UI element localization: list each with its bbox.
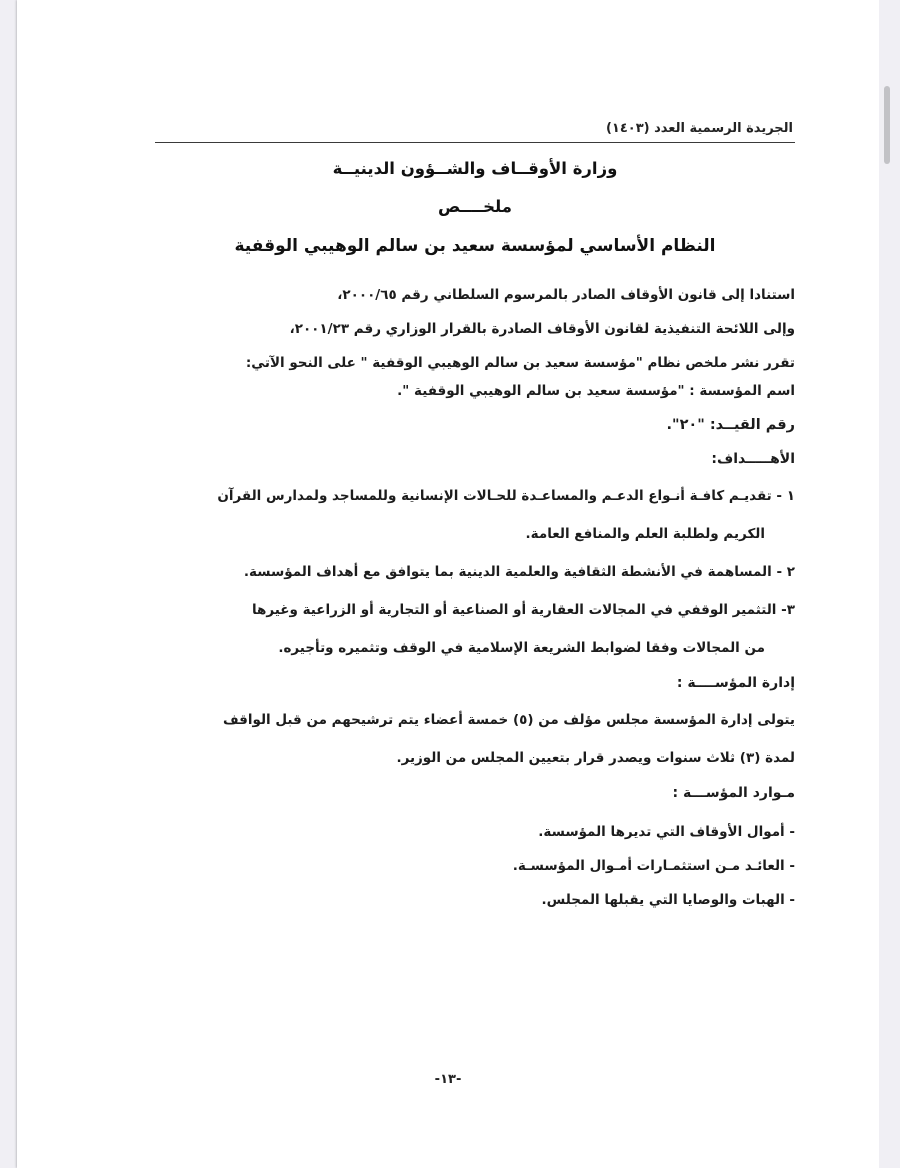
management-heading: إدارة المؤســــة : <box>676 675 795 691</box>
header-divider <box>155 142 795 143</box>
summary-title: ملخــــص <box>438 197 512 216</box>
document-body <box>155 281 795 917</box>
scrollbar-thumb[interactable] <box>884 86 890 164</box>
objective-item: ٢ - المساهمة في الأنشطة الثقافية والعلمية الدينية بما يتوافق مع أهداف المؤسسة. <box>243 564 795 580</box>
resources-heading: مـوارد المؤســـة : <box>672 785 795 801</box>
ministry-title: وزارة الأوقــاف والشــؤون الدينيــة <box>332 159 618 178</box>
document-content <box>155 116 795 917</box>
management-text: يتولى إدارة المؤسسة مجلس مؤلف من (٥) خمسة أعضاء يتم ترشيحهم من قبل الواقف <box>222 712 795 728</box>
scrollbar[interactable] <box>879 0 900 1168</box>
resource-item: - أموال الأوقاف التي تديرها المؤسسة. <box>538 824 795 840</box>
page-number: -١٣- <box>434 1072 462 1087</box>
resource-item: - الهبات والوصايا التي يقبلها المجلس. <box>541 892 795 908</box>
preamble-line: تقرر نشر ملخص نظام "مؤسسة سعيد بن سالم الوهيبي الوقفية " على النحو الآتي: <box>245 355 795 371</box>
objectives-list <box>155 479 795 669</box>
preamble-line: وإلى اللائحة التنفيذية لقانون الأوقاف الصادرة بالقرار الوزاري رقم ٢٠٠١/٢٣، <box>289 321 795 337</box>
objective-item-continued: الكريم ولطلبة العلم والمنافع العامة. <box>525 526 765 542</box>
registration-number: رقم القيــد: "٢٠". <box>666 417 795 433</box>
preamble-line: استنادا إلى قانون الأوقاف الصادر بالمرسوم السلطاني رقم ٢٠٠٠/٦٥، <box>337 287 795 303</box>
objective-item: ١ - تقديـم كافـة أنـواع الدعـم والمساعـدة للحـالات الإنسانية وللمساجد ولمدارس القرآن <box>217 488 795 504</box>
objectives-heading: الأهـــــداف: <box>711 451 795 467</box>
document-page <box>17 0 879 1168</box>
institution-name: اسم المؤسسة : "مؤسسة سعيد بن سالم الوهيبي الوقفية ". <box>397 383 795 399</box>
resource-item: - العائـد مـن استثمـارات أمـوال المؤسسـة. <box>512 858 795 874</box>
objective-item-continued: من المجالات وفقا لضوابط الشريعة الإسلامية في الوقف وتثميره وتأجيره. <box>278 640 765 656</box>
gazette-header: الجريدة الرسمية العدد (١٤٠٣) <box>605 121 793 136</box>
resources-list <box>155 815 795 917</box>
management-text: لمدة (٣) ثلاث سنوات ويصدر قرار بتعيين المجلس من الوزير. <box>396 750 795 766</box>
objective-item: ٣- التثمير الوقفي في المجالات العقارية أو الصناعية أو التجارية أو الزراعية وغيرها <box>251 602 795 618</box>
document-title: النظام الأساسي لمؤسسة سعيد بن سالم الوهيبي الوقفية <box>234 236 716 256</box>
